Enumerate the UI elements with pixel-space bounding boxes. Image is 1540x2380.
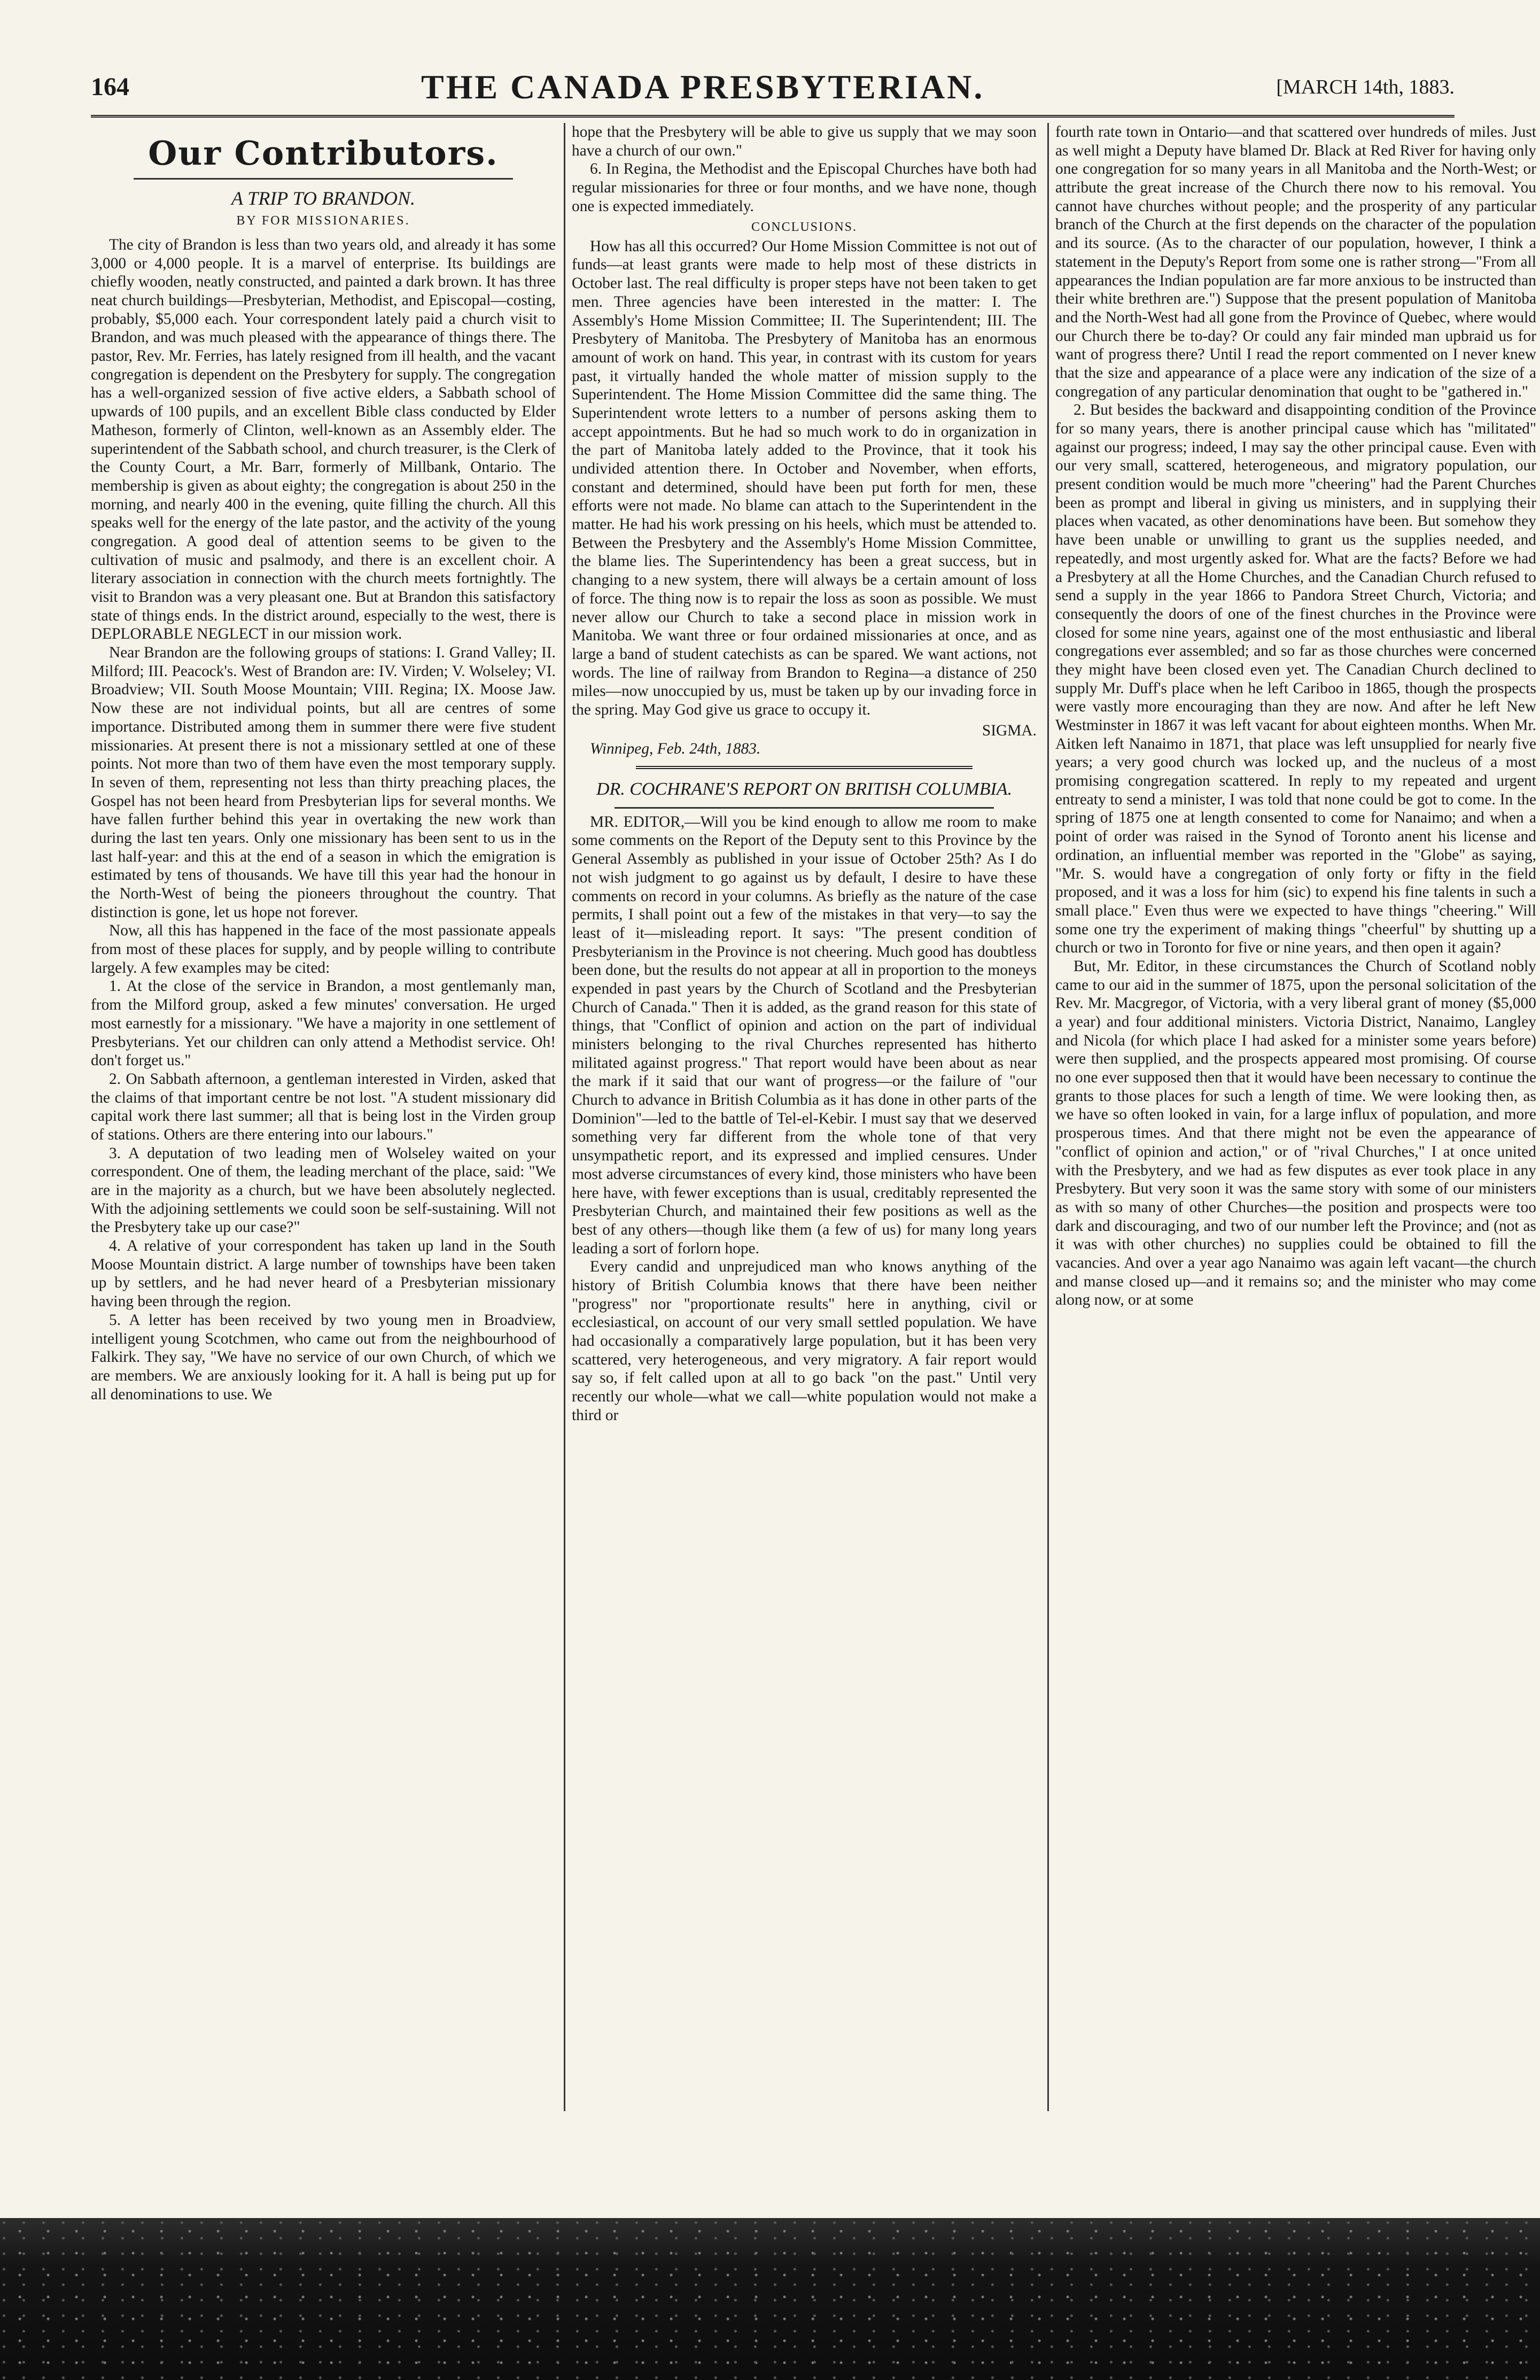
paragraph: Near Brandon are the following groups of stations: I. Grand Valley; II. Milford; III. Peacock's. West of Brandon are: IV. Virden; V. Wolseley; VI. Broadview; VII. South Moose Mountain; VIII. Regina; IX. Moose Jaw. Now these are not individual points, but all are centres of some importance. Distributed among them in summer there were five student missionaries. At present there is not a missionary settled at one of these points. Not more than two of them have even the most temporary supply. In seven of them, representing not less than thirty preaching places, the Gospel has not been heard from Presbyterian lips for several months. We have fallen further behind this year in overtaking the new work than during the last ten years. Only one missionary has been sent to us in the last half-year: and this at the end of a season in which the emigration is estimated by tens of thousands. We have till this year had the honour in the North-West of being the pioneers throughout the country. That distinction is gone, let us hope not forever. <box>91 644 556 921</box>
column-one <box>91 123 556 2186</box>
column-divider <box>564 123 565 2111</box>
article-byline: BY FOR MISSIONARIES. <box>236 213 410 228</box>
column-two <box>572 123 1037 2186</box>
section-rule <box>134 178 513 180</box>
newspaper-title: THE CANADA PRESBYTERIAN. <box>421 67 985 106</box>
paragraph: 6. In Regina, the Methodist and the Episcopal Churches have both had regular missionaries for three or four months, and we have none, though one is expected immediately. <box>572 160 1037 215</box>
paragraph: hope that the Presbytery will be able to give us supply that we may soon have a church of our own." <box>572 123 1037 159</box>
conclusions-heading: CONCLUSIONS. <box>751 220 858 235</box>
masthead-rule <box>91 115 1455 118</box>
paragraph: 2. But besides the backward and disappointing condition of the Province for so many years, there is another principal cause which has "militated" against our progress; indeed, I may say the other principal cause. Even with our very small, scattered, heterogeneous, and migratory population, our present condition would be much more "cheering" had the Parent Churches been as prompt and liberal in giving us ministers, and in supplying their places when vacated, as other denominations have been. But somehow they have been unable or unwilling to grant us the supplies needed, and repeatedly, and most urgently asked for. What are the facts? Before we had a Presbytery at all the Home Churches, and the Canadian Church refused to send a supply in the year 1866 to Pandora Street Church, Victoria; and consequently the doors of one of the finest churches in the Province were closed for some nine years, against one of the most enthusiastic and liberal congregations ever assembled; and so far as those churches were concerned they might have been closed even yet. The Canadian Church declined to supply Mr. Duff's place when he left Cariboo in 1865, though the prospects were vastly more encouraging than they are now. And after he left New Westminster in 1867 it was left vacant for about eighteen months. When Mr. Aitken left Nanaimo in 1871, that place was left unsupplied for nearly five years; a very good church was locked up, and the nucleus of a most promising congregation scattered. In reply to my repeated and urgent entreaty to send a minister, I was told that none could be got to come. In the spring of 1875 one at length consented to come for Nanaimo; and when a point of order was raised in the Synod of Toronto anent his license and ordination, an influential member was reported in the "Globe" as saying, "Mr. S. would have a congregation of only forty or fifty in the field proposed, and it was a loss for him (sic) to expend his fine talents in such a small place." Even thus were we expected to have things "cheering." Will some one try the experiment of making things "cheerful" by shutting up a church or two in Toronto for five or nine years, and then open it again? <box>1055 401 1536 957</box>
paragraph: 2. On Sabbath afternoon, a gentleman interested in Virden, asked that the claims of that important centre be not lost. "A student missionary did capital work there last summer; all that is being lost in the Virden group of stations. Others are there entering into our labours." <box>91 1070 556 1143</box>
article-separator <box>636 766 973 769</box>
article-body <box>91 236 556 1404</box>
masthead <box>91 61 1455 112</box>
paragraph: Now, all this has happened in the face of the most passionate appeals from most of these places for supply, and by people willing to contribute largely. A few examples may be cited: <box>91 922 556 976</box>
signature: SIGMA. <box>982 722 1037 739</box>
paragraph: Every candid and unprejudiced man who knows anything of the history of British Columbia knows that there have been neither "progress" nor "proportionate results" here in anything, civil or ecclesiastical, on account of our very small settled population. We have had occasionally a comparatively large population, but it has been very scattered, very heterogeneous, and very migratory. A fair report would say so, if felt called upon at all to go back "on the past." Until very recently our whole—what we call—white population would not make a third or <box>572 1258 1037 1424</box>
section-title: Our Contributors. <box>148 134 499 173</box>
issue-date: [MARCH 14th, 1883. <box>1276 75 1455 98</box>
paragraph: 5. A letter has been received by two young men in Broadview, intelligent young Scotchmen, who came out from the neighbourhood of Falkirk. They say, "We have no service of our own Church, of which we are members. We are anxiously looking for it. A hall is being put up for all denominations to use. We <box>91 1311 556 1403</box>
paragraph: How has all this occurred? Our Home Mission Committee is not out of funds—at least grants were made to help most of these districts in October last. The real difficulty is proper steps have not been taken to get men. Three agencies have been interested in the matter: I. The Assembly's Home Mission Committee; II. The Superintendent; III. The Presbytery of Manitoba. The Presbytery of Manitoba has an enormous amount of work on hand. This year, in contrast with its custom for years past, it virtually handed the whole matter of mission supply to the Superintendent. The Home Mission Committee did the same thing. The Superintendent wrote letters to a number of persons asking them to accept appointments. But he had so much work to do in organization in the part of Manitoba lately added to the Province, that it took his undivided attention there. In October and November, when efforts, constant and determined, should have been put forth for men, these efforts were not made. No blame can attach to the Superintendent in the matter. He had his work pressing on his heels, which must be attended to. Between the Presbytery and the Assembly's Home Mission Committee, the blame lies. The Superintendency has been a great success, but in changing to a new system, there will always be a certain amount of loss of force. The thing now is to repair the loss as soon as possible. We must never allow our Church to take a second place in mission work in Manitoba. We want three or four ordained missionaries at once, and as large a band of student catechists as can be spared. We want actions, not words. The line of railway from Brandon to Regina—a distance of 250 miles—now unoccupied by us, must be taken up by our invading force in the spring. May God give us grace to occupy it. <box>572 237 1037 718</box>
article-title: A TRIP TO BRANDON. <box>231 188 416 210</box>
dateline: Winnipeg, Feb. 24th, 1883. <box>590 740 761 758</box>
scan-dark-band <box>0 2218 1540 2380</box>
paragraph: MR. EDITOR,—Will you be kind enough to allow me room to make some comments on the Report of the Deputy sent to this Province by the General Assembly as published in your issue of October 25th? As I do not wish judgment to go against us by default, I desire to have these comments on record in your columns. As briefly as the nature of the case permits, I shall point out a few of the mistakes in that very—to say the least of it—misleading report. It says: "The present condition of Presbyterianism in the Province is not cheering. Much good has doubtless been done, but the results do not appear at all in proportion to the moneys expended in past years by the Church of Scotland and the Presbyterian Church of Canada." Then it is added, as the grand reason for this state of things, that "Conflict of opinion and action on the part of individual ministers belonging to the rival Churches represented has hitherto militated against progress." That report would have been about as near the mark if it said that our want of progress—or the failure of "our Church to advance in British Columbia as it has done in other parts of the Dominion"—led to the battle of Tel-el-Kebir. I must say that we deserved something very far different from the whole tone of that very unsympathetic report, and its expressed and implied censures. Under most adverse circumstances of every kind, those ministers who have been here have, with fewer exceptions than is usual, creditably represented the Presbyterian Church, and maintained their few positions as well as the best of any others—though like them (a few of us) for many long years leading a sort of forlorn hope. <box>572 813 1037 1257</box>
title-rule <box>615 807 994 809</box>
paragraph: 1. At the close of the service in Brandon, a most gentlemanly man, from the Milford group, asked a few minutes' conversation. He urged most earnestly for a missionary. "We have a majority in one settlement of Presbyterians. Yet our children can only attend a Methodist service. Oh! don't forget us." <box>91 978 556 1069</box>
paragraph: 4. A relative of your correspondent has taken up land in the South Moose Mountain district. A large number of townships have been taken up by settlers, and he had never heard of a Presbyterian missionary having been through the region. <box>91 1237 556 1311</box>
paragraph: The city of Brandon is less than two years old, and already it has some 3,000 or 4,000 people. It is a marvel of enterprise. Its buildings are chiefly wooden, neatly constructed, and painted a dark brown. It has three neat church buildings—Presbyterian, Methodist, and Episcopal—costing, probably, $5,000 each. Your correspondent lately paid a church visit to Brandon, and was much pleased with the appearance of things there. The pastor, Rev. Mr. Ferries, has lately resigned from ill health, and the vacant congregation is dependent on the Presbytery for supply. The congregation has a well-organized session of five active elders, a Sabbath school of upwards of 100 pupils, and an excellent Bible class conducted by Elder Matheson, formerly of Clinton, well-known as an Assembly elder. The superintendent of the Sabbath school, and church treasurer, is the Clerk of the County Court, a Mr. Barr, formerly of Millbank, Ontario. The membership is given as about eighty; the congregation is about 250 in the morning, and nearly 400 in the evening, quite filling the church. All this speaks well for the energy of the late pastor, and the activity of the young congregation. A good deal of attention seems to be given to the cultivation of music and psalmody, and there is an excellent choir. A literary association in connection with the church meets fortnightly. The visit to Brandon was a very pleasant one. But at Brandon this satisfactory state of things ends. In the district around, especially to the west, there is DEPLORABLE NEGLECT in our mission work. <box>91 236 556 643</box>
paragraph: But, Mr. Editor, in these circumstances the Church of Scotland nobly came to our aid in the summer of 1875, upon the personal solicitation of the Rev. Mr. Macgregor, of Victoria, with a very liberal grant of money ($5,000 a year) and four additional ministers. Victoria District, Nanaimo, Langley and Nicola (for which place I had asked for a minister some years before) were then supplied, and the prospects appeared most promising. Of course no one ever supposed then that it would have been necessary to continue the grants to those places for such a length of time. We were looking then, as we have so often looked in vain, for a large influx of population, and more prosperous times. And that there might not be even the appearance of "conflict of opinion and action," or of "rival Churches," I at once united with the Presbytery, and we had as few disputes as ever took place in any Presbytery. But very soon it was the same story with some of our ministers as with so many of other Churches—the position and prospects were too dark and discouraging, and two of our number left the Province; and (not as it was with other churches) no supplies could be obtained to fill the vacancies. And over a year ago Nanaimo was again left vacant—the church and manse closed up—and it remains so; and the minister who may come along now, or at some <box>1055 957 1536 1309</box>
article-title: DR. COCHRANE'S REPORT ON BRITISH COLUMBIA. <box>596 779 1013 799</box>
column-three <box>1055 123 1536 2186</box>
paragraph: 3. A deputation of two leading men of Wolseley waited on your correspondent. One of them, the leading merchant of the place, said: "We are in the majority as a church, but we have been absolutely neglected. With the adjoining settlements we could soon be self-sustaining. Will not the Presbytery take up our case?" <box>91 1144 556 1236</box>
column-divider <box>1047 123 1049 2111</box>
page-number: 164 <box>91 73 129 101</box>
signature-line <box>572 722 1037 740</box>
paragraph: fourth rate town in Ontario—and that scattered over hundreds of miles. Just as well might a Deputy have blamed Dr. Black at Red River for having only one congregation for so many years in all Manitoba and the North-West; or attribute the great increase of the Church there now to his removal. You cannot have churches without people; and the prosperity of any particular branch of the Church at the first depends on the character of the population and its source. (As to the character of our population, however, I think a statement in the Deputy's Report from some one is rather strong—"From all appearances the Indian population are far more anxious to be instructed than their white brethren are.") Suppose that the present population of Manitoba and the North-West had all gone from the Province of Quebec, where would our Church there be to-day? Or could any fair minded man upbraid us for want of progress there? Until I read the report commented on I never knew that the size and appearance of a place were any indication of the size of a congregation of any particular denomination that ought to be "gathered in." <box>1055 123 1536 400</box>
